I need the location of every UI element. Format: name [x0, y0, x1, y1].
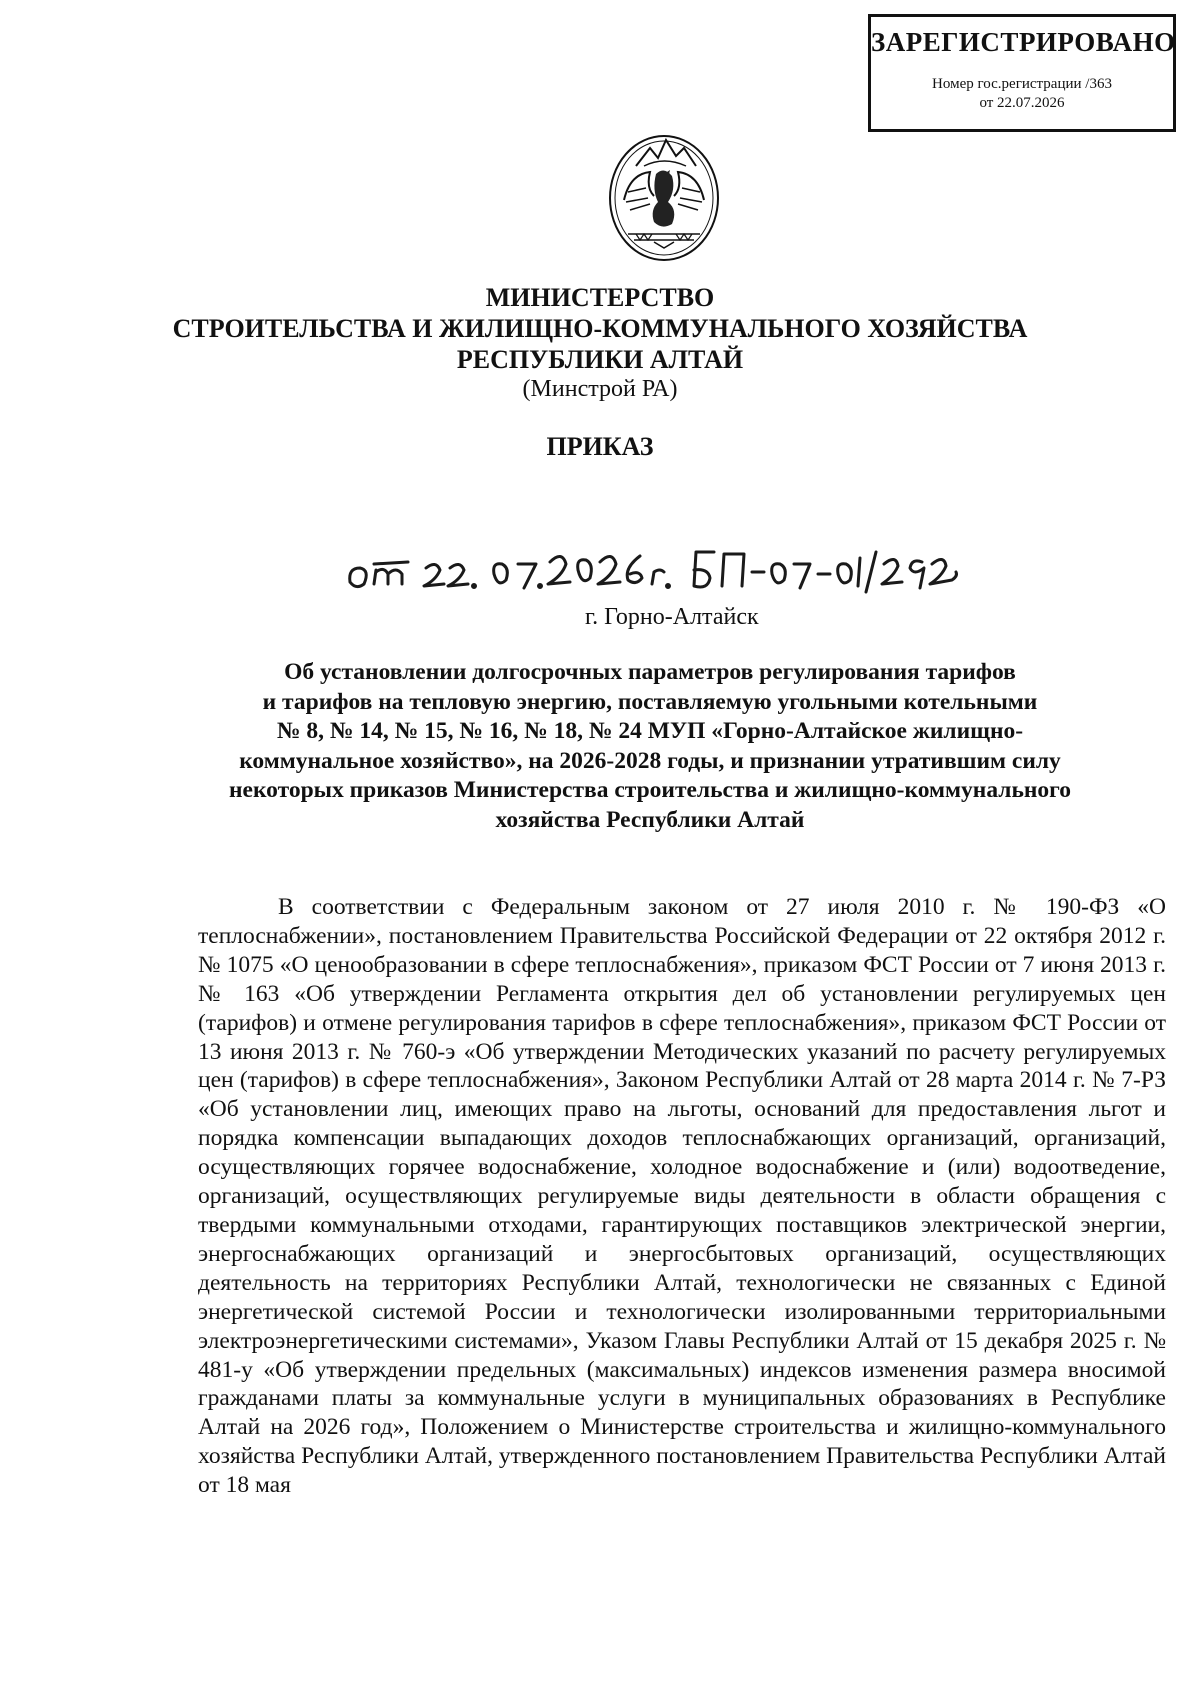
- ministry-name-line: РЕСПУБЛИКИ АЛТАЙ: [456, 345, 744, 374]
- ministry-name: [0, 282, 1200, 375]
- order-subject: [200, 658, 1100, 835]
- ministry-name-line: СТРОИТЕЛЬСТВА И ЖИЛИЩНО-КОММУНАЛЬНОГО ХОЗЯЙСТВА: [172, 314, 1028, 343]
- order-subject-line: хозяйства Республики Алтай: [495, 806, 805, 833]
- order-subject-line: и тарифов на тепловую энергию, поставляемую угольными котельными: [262, 688, 1038, 715]
- coat-of-arms-icon: [606, 130, 722, 262]
- registration-date: от 22.07.2026: [979, 95, 1065, 111]
- order-subject-line: № 8, № 14, № 15, № 16, № 18, № 24 МУП «Горно-Алтайское жилищно-: [276, 718, 1024, 744]
- registration-stamp-title: ЗАРЕГИСТРИРОВАНО: [871, 27, 1176, 57]
- ministry-name-line: МИНИСТЕРСТВО: [485, 283, 715, 312]
- registration-stamp: [868, 14, 1176, 132]
- city: г. Горно-Алтайск: [585, 604, 759, 630]
- body-paragraph: В соответствии с Федеральным законом от 27 июля 2010 г. № 190-ФЗ «О теплоснабжении», постановлением Правительства Российской Федерации от 22 октября 2012 г. № 1075 «О ценообразовании в сфере теплоснабжения», приказом ФСТ России от 7 июня 2013 г. № 163 «Об утверждении Регламента открытия дел об установлении регулируемых цен (тарифов) и отмене регулирования тарифов в сфере теплоснабжения», приказом ФСТ России от 13 июня 2013 г. № 760-э «Об утверждении Методических указаний по расчету регулируемых цен (тарифов) в сфере теплоснабжения», Законом Республики Алтай от 28 марта 2014 г. № 7-РЗ «Об установлении лиц, имеющих право на льготы, оснований для предоставления льгот и порядка компенсации выпадающих доходов теплоснабжающих организаций, организаций, осуществляющих горячее водоснабжение, холодное водоснабжение и (или) водоотведение, организаций, осуществляющих регулируемые виды деятельности в области обращения с твердыми коммунальными отходами, гарантирующих поставщиков электрической энергии, энергоснабжающих организаций и энергосбытовых организаций, осуществляющих деятельность на территориях Республики Алтай, технологически не связанных с Единой энергетической системой России и технологически изолированными территориальными электроэнергетическими системами», Указом Главы Республики Алтай от 15 декабря 2025 г. № 481-у «Об утверждении предельных (максимальных) индексов изменения размера вносимой гражданами платы за коммунальные услуги в муниципальных образованиях в Республике Алтай на 2026 год», Положением о Министерстве строительства и жилищно-коммунального хозяйства Республики Алтай, утвержденного постановлением Правительства Республики Алтай от 18 мая: [198, 894, 1166, 1499]
- order-subject-line: Об установлении долгосрочных параметров регулирования тарифов: [284, 659, 1016, 685]
- document-type: ПРИКАЗ: [546, 432, 654, 461]
- registration-number: Номер гос.регистрации /363: [932, 76, 1112, 92]
- handwritten-date-number: [344, 534, 964, 604]
- ministry-short-name: (Минстрой РА): [522, 376, 678, 402]
- order-subject-line: некоторых приказов Министерства строительства и жилищно-коммунального: [228, 777, 1072, 803]
- order-subject-line: коммунальное хозяйство», на 2026-2028 годы, и признании утратившим силу: [239, 747, 1061, 774]
